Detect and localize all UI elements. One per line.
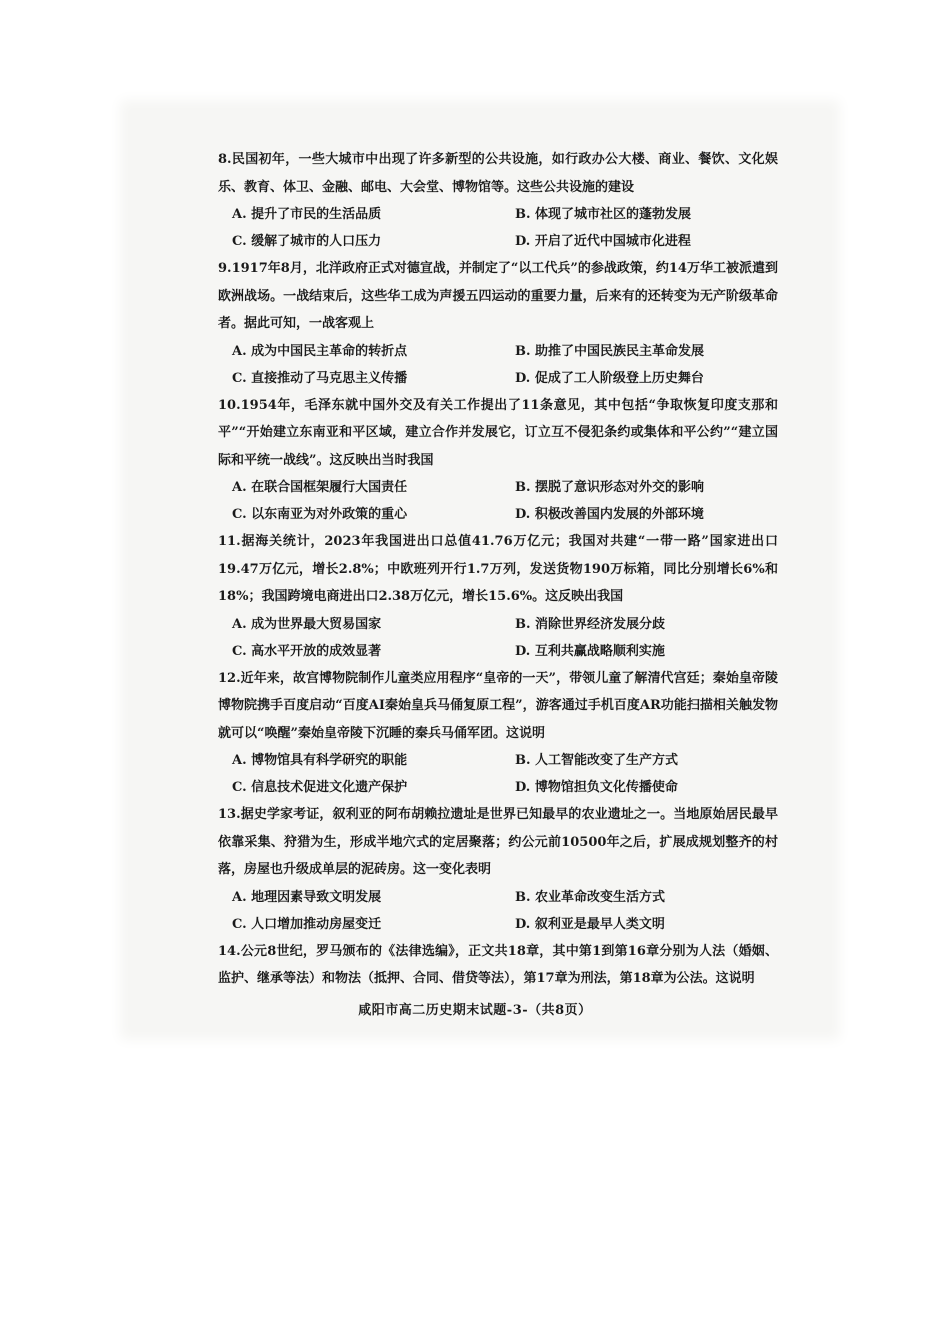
question-number: 9. xyxy=(218,261,232,276)
option-grid xyxy=(218,474,778,528)
option-a: A. 成为世界最大贸易国家 xyxy=(232,616,382,632)
option-a: A. 成为中国民主革命的转折点 xyxy=(232,343,408,359)
option-d: D. 积极改善国内发展的外部环境 xyxy=(515,507,704,522)
option-d: D. 互利共赢战略顺利实施 xyxy=(515,643,665,659)
option-grid xyxy=(218,747,778,801)
question-number: 10. xyxy=(218,397,241,413)
question-stem: 公元8世纪，罗马颁布的《法律选编》，正文共18章，其中第1到第16章分别为人法（婚姻、监护、继承等法）和物法（抵押、合同、借贷等法），第17章为刑法，第18章为公法。这说明 xyxy=(218,943,778,986)
option-c: C. 以东南亚为对外政策的重心 xyxy=(232,507,408,522)
question-number: 8. xyxy=(218,152,232,167)
option-b: B. 摆脱了意识形态对外交的影响 xyxy=(515,480,705,495)
option-grid xyxy=(218,884,778,938)
option-grid xyxy=(218,201,778,255)
option-b: B. 消除世界经济发展分歧 xyxy=(515,616,666,632)
option-b: B. 体现了城市社区的蓬勃发展 xyxy=(515,207,692,222)
option-a: A. 博物馆具有科学研究的职能 xyxy=(232,753,408,768)
question-13 xyxy=(218,801,778,938)
question-list xyxy=(218,146,778,993)
question-stem: 据海关统计，2023年我国进出口总值41.76万亿元；我国对共建“一带一路”国家进出口19.47万亿元，增长2.8%；中欧班列开行1.7万列，发送货物190万标箱，同比分别增长6%和18%；我国跨境电商进出口2.38万亿元，增长15.6%。这反映出我国 xyxy=(218,534,778,604)
question-8 xyxy=(218,146,778,255)
page-footer: 咸阳市高二历史期末试题-3-（共8页） xyxy=(358,1003,592,1018)
option-c: C. 人口增加推动房屋变迁 xyxy=(232,916,382,932)
question-9 xyxy=(218,255,778,392)
option-b: B. 助推了中国民族民主革命发展 xyxy=(515,343,705,359)
option-d: D. 开启了近代中国城市化进程 xyxy=(515,234,691,249)
question-stem: 1917年8月，北洋政府正式对德宣战，并制定了“以工代兵”的参战政策，约14万华工被派遣到欧洲战场。一战结束后，这些华工成为声援五四运动的重要力量，后来有的还转变为无产阶级革命者。据此可知，一战客观上 xyxy=(218,261,778,331)
option-d: D. 叙利亚是最早人类文明 xyxy=(515,916,665,932)
option-a: A. 地理因素导致文明发展 xyxy=(232,889,382,905)
option-c: C. 缓解了城市的人口压力 xyxy=(232,234,382,249)
question-11 xyxy=(218,528,778,665)
question-stem: 1954年，毛泽东就中国外交及有关工作提出了11条意见，其中包括“争取恢复印度支那和平”“开始建立东南亚和平区域，建立合作并发展它，订立互不侵犯条约或集体和平公约”“建立国际和平统一战线”。这反映出当时我国 xyxy=(218,397,778,468)
option-d: D. 博物馆担负文化传播使命 xyxy=(515,780,678,795)
question-stem: 据史学家考证，叙利亚的阿布胡赖拉遗址是世界已知最早的农业遗址之一。当地原始居民最早依靠采集、狩猎为生，形成半地穴式的定居聚落；约公元前10500年之后，扩展成规划整齐的村落，房屋也升级成单层的泥砖房。这一变化表明 xyxy=(218,807,778,877)
question-number: 13. xyxy=(218,807,241,822)
question-number: 12. xyxy=(218,670,241,686)
question-10 xyxy=(218,392,778,529)
option-c: C. 信息技术促进文化遗产保护 xyxy=(232,780,408,795)
option-b: B. 人工智能改变了生产方式 xyxy=(515,753,679,768)
question-stem: 民国初年，一些大城市中出现了许多新型的公共设施，如行政办公大楼、商业、餐饮、文化娱乐、教育、体卫、金融、邮电、大会堂、博物馆等。这些公共设施的建设 xyxy=(218,152,778,195)
option-a: A. 提升了市民的生活品质 xyxy=(232,207,382,222)
option-c: C. 直接推动了马克思主义传播 xyxy=(232,370,408,386)
question-number: 14. xyxy=(218,943,241,959)
option-a: A. 在联合国框架履行大国责任 xyxy=(232,480,408,495)
option-d: D. 促成了工人阶级登上历史舞台 xyxy=(515,370,704,386)
question-12 xyxy=(218,665,778,802)
option-grid xyxy=(218,338,778,392)
option-grid xyxy=(218,611,778,665)
question-14 xyxy=(218,938,778,993)
question-stem: 近年来，故宫博物院制作儿童类应用程序“皇帝的一天”，带领儿童了解清代宫廷；秦始皇帝陵博物院携手百度启动“百度AI秦始皇兵马俑复原工程”，游客通过手机百度AR功能扫描相关触发物就可以“唤醒”秦始皇帝陵下沉睡的秦兵马俑军团。这说明 xyxy=(218,670,778,741)
option-b: B. 农业革命改变生活方式 xyxy=(515,889,666,905)
question-number: 11. xyxy=(218,534,241,549)
option-c: C. 高水平开放的成效显著 xyxy=(232,643,382,659)
